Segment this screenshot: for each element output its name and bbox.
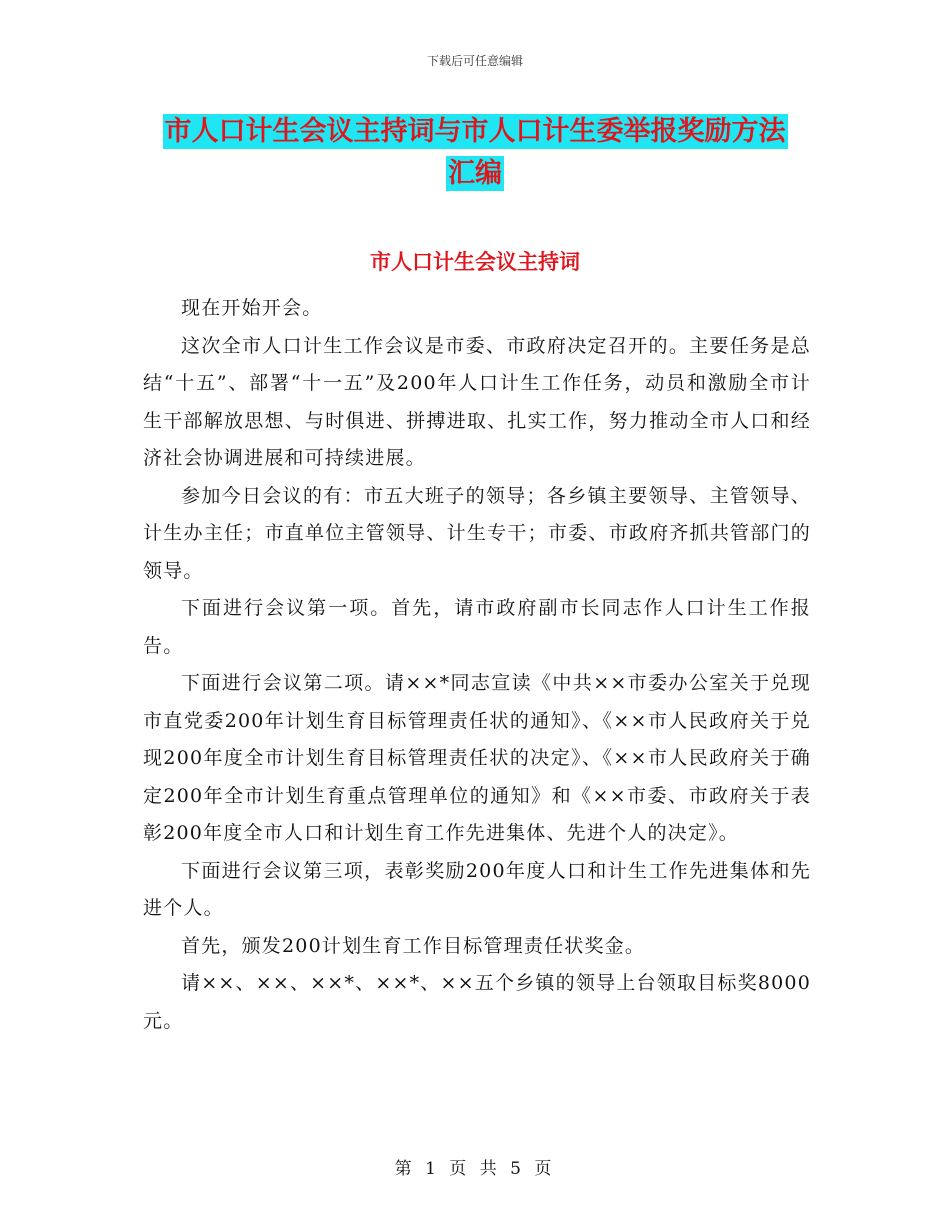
document-title-text-1: 市人口计生会议主持词与市人口计生委举报奖励方法	[164, 116, 786, 147]
paragraph: 下面进行会议第二项。请××*同志宣读《中共××市委办公室关于兑现市直党委200年计划生育目标管理责任状的通知》、《××市人民政府关于兑现200年度全市计划生育目标管理责任状的决定》、《××市人民政府关于确定200年全市计划生育重点管理单位的通知》和《××市委、市政府关于表彰200年度全市人口和计划生育工作先进集体、先进个人的决定》。	[143, 672, 811, 844]
document-body	[143, 290, 811, 1040]
document-title-line-1	[0, 110, 950, 154]
paragraph: 参加今日会议的有：市五大班子的领导；各乡镇主要领导、主管领导、计生办主任；市直单位主管领导、计生专干；市委、市政府齐抓共管部门的领导。	[143, 484, 811, 582]
document-title-line-2	[0, 152, 950, 196]
paragraph: 现在开始开会。	[181, 297, 323, 319]
header-note: 下载后可任意编辑	[426, 54, 523, 68]
page-footer: 第 1 页 共 5 页	[394, 1159, 556, 1179]
paragraph: 下面进行会议第三项，表彰奖励200年度人口和计生工作先进集体和先进个人。	[143, 859, 811, 919]
paragraph: 首先，颁发200计划生育工作目标管理责任状奖金。	[181, 934, 646, 957]
document-title-text-2: 汇编	[448, 158, 502, 189]
paragraph: 这次全市人口计生工作会议是市委、市政府决定召开的。主要任务是总结“十五”、部署“十一五”及200年人口计生工作任务，动员和激励全市计生干部解放思想、与时俱进、拼搏进取、扎实工作，努力推动全市人口和经济社会协调进展和可持续进展。	[143, 334, 811, 469]
section-title: 市人口计生会议主持词	[370, 250, 580, 274]
paragraph: 请××、××、××*、××*、××五个乡镇的领导上台领取目标奖8000元。	[143, 972, 811, 1032]
paragraph: 下面进行会议第一项。首先，请市政府副市长同志作人口计生工作报告。	[143, 597, 811, 657]
